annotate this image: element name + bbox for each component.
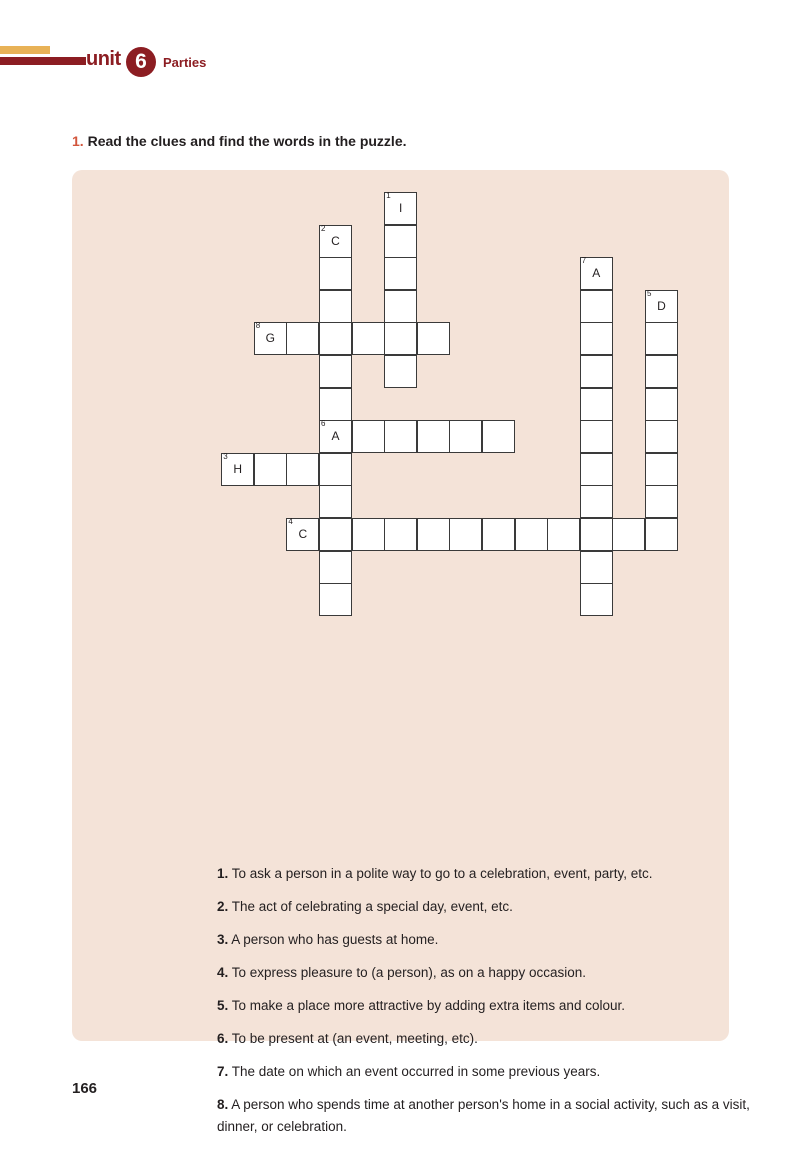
given-letter: D <box>657 298 666 313</box>
given-letter: A <box>331 429 340 444</box>
crossword-cell[interactable] <box>645 355 678 388</box>
clue-item-number: 8. <box>217 1097 229 1112</box>
crossword-cell[interactable] <box>612 518 645 551</box>
crossword-start-cell[interactable] <box>384 192 417 225</box>
crossword-cell[interactable] <box>384 518 417 551</box>
crossword-cell[interactable] <box>547 518 580 551</box>
crossword-cell[interactable] <box>580 355 613 388</box>
crossword-cell[interactable] <box>580 453 613 486</box>
clue-item-text: A person who has guests at home. <box>228 932 439 947</box>
crossword-cell[interactable] <box>319 322 352 355</box>
crossword-cell[interactable] <box>645 453 678 486</box>
crossword-cell[interactable] <box>417 518 450 551</box>
given-letter: H <box>233 461 243 476</box>
clue-item-text: To make a place more attractive by adding extra items and colour. <box>228 998 625 1013</box>
clue-number: 5 <box>647 288 652 298</box>
crossword-cell[interactable] <box>645 485 678 518</box>
crossword-cell[interactable] <box>645 518 678 551</box>
exercise-text: Read the clues and find the words in the puzzle. <box>87 133 407 149</box>
clue-item-text: To ask a person in a polite way to go to a celebration, event, party, etc. <box>228 866 653 881</box>
crossword-cell[interactable] <box>319 257 352 290</box>
crossword-cell[interactable] <box>319 355 352 388</box>
crossword-cell[interactable] <box>384 355 417 388</box>
crossword-cell[interactable] <box>580 518 613 551</box>
crossword-cell[interactable] <box>319 551 352 584</box>
crossword-cell[interactable] <box>319 485 352 518</box>
exercise-instruction <box>72 133 407 149</box>
given-letter: C <box>331 233 340 248</box>
given-letter: I <box>399 201 403 215</box>
clue-number: 1 <box>386 191 391 200</box>
clue-number: 4 <box>288 517 293 526</box>
crossword-start-cell[interactable] <box>645 290 678 323</box>
crossword-cell[interactable] <box>449 518 482 551</box>
crossword-cell[interactable] <box>319 290 352 323</box>
clue-item-text: A person who spends time at another person's home in a social activity, such as a visit, dinner, or celebration. <box>217 1097 750 1134</box>
crossword-cell[interactable] <box>319 518 352 551</box>
crossword-cell[interactable] <box>580 322 613 355</box>
clue-item <box>217 863 777 885</box>
unit-label: unit <box>86 48 121 70</box>
crossword-cell[interactable] <box>286 322 319 355</box>
crossword-cell[interactable] <box>384 225 417 258</box>
page-number: 166 <box>72 1080 98 1097</box>
clue-item-text: To express pleasure to (a person), as on a happy occasion. <box>228 965 586 980</box>
crossword-cell[interactable] <box>319 388 352 421</box>
crossword-cell[interactable] <box>580 388 613 421</box>
clue-item-number: 5. <box>217 998 229 1013</box>
clue-item-number: 1. <box>217 866 229 881</box>
clue-item <box>217 1028 777 1050</box>
crossword-cell[interactable] <box>482 518 515 551</box>
crossword-cell[interactable] <box>417 420 450 453</box>
clue-item <box>217 962 777 984</box>
clue-list <box>217 863 777 1149</box>
crossword-cell[interactable] <box>319 453 352 486</box>
clue-item <box>217 896 777 918</box>
crossword-cell[interactable] <box>254 453 287 486</box>
crossword-cell[interactable] <box>580 290 613 323</box>
exercise-number: 1. <box>72 133 84 149</box>
crossword-cell[interactable] <box>645 388 678 421</box>
clue-item-number: 4. <box>217 965 229 980</box>
clue-item <box>217 995 777 1017</box>
crossword-start-cell[interactable] <box>221 453 254 486</box>
clue-item-number: 6. <box>217 1031 229 1046</box>
crossword-cell[interactable] <box>449 420 482 453</box>
crossword-cell[interactable] <box>352 322 385 355</box>
crossword-cell[interactable] <box>384 290 417 323</box>
crossword-cell[interactable] <box>286 453 319 486</box>
crossword-start-cell[interactable] <box>319 420 352 453</box>
crossword-cell[interactable] <box>352 420 385 453</box>
crossword-cell[interactable] <box>384 257 417 290</box>
crossword-start-cell[interactable] <box>319 225 352 258</box>
clue-number: 2 <box>321 223 326 233</box>
header-red-bar <box>0 57 86 65</box>
crossword-cell[interactable] <box>580 420 613 453</box>
given-letter: A <box>592 266 601 281</box>
crossword-cell[interactable] <box>482 420 515 453</box>
clue-item-text: The date on which an event occurred in some previous years. <box>228 1064 601 1079</box>
unit-title: Parties <box>163 55 207 70</box>
crossword-cell[interactable] <box>515 518 548 551</box>
clue-item-text: The act of celebrating a special day, event, etc. <box>228 899 513 914</box>
crossword-cell[interactable] <box>384 322 417 355</box>
clue-item-number: 3. <box>217 932 229 947</box>
crossword-cell[interactable] <box>645 322 678 355</box>
crossword-cell[interactable] <box>417 322 450 355</box>
clue-item <box>217 1061 777 1083</box>
clue-item <box>217 1094 777 1138</box>
crossword-start-cell[interactable] <box>286 518 319 551</box>
crossword-start-cell[interactable] <box>254 322 287 355</box>
crossword-cell[interactable] <box>319 583 352 616</box>
crossword-cell[interactable] <box>384 420 417 453</box>
header-gold-bar <box>0 46 50 54</box>
clue-item-text: To be present at (an event, meeting, etc). <box>228 1031 478 1046</box>
clue-item <box>217 929 777 951</box>
unit-number-badge: 6 <box>126 47 156 77</box>
clue-item-number: 2. <box>217 899 229 914</box>
crossword-start-cell[interactable] <box>580 257 613 290</box>
crossword-cell[interactable] <box>645 420 678 453</box>
clue-item-number: 7. <box>217 1064 229 1079</box>
given-letter: C <box>298 527 308 541</box>
clue-number: 6 <box>321 419 326 429</box>
crossword-cell[interactable] <box>580 551 613 584</box>
crossword-cell[interactable] <box>352 518 385 551</box>
crossword-cell[interactable] <box>580 485 613 518</box>
clue-number: 7 <box>581 256 587 266</box>
clue-number: 8 <box>255 321 261 331</box>
clue-number: 3 <box>223 451 228 461</box>
given-letter: G <box>265 331 275 346</box>
crossword-cell[interactable] <box>580 583 613 616</box>
